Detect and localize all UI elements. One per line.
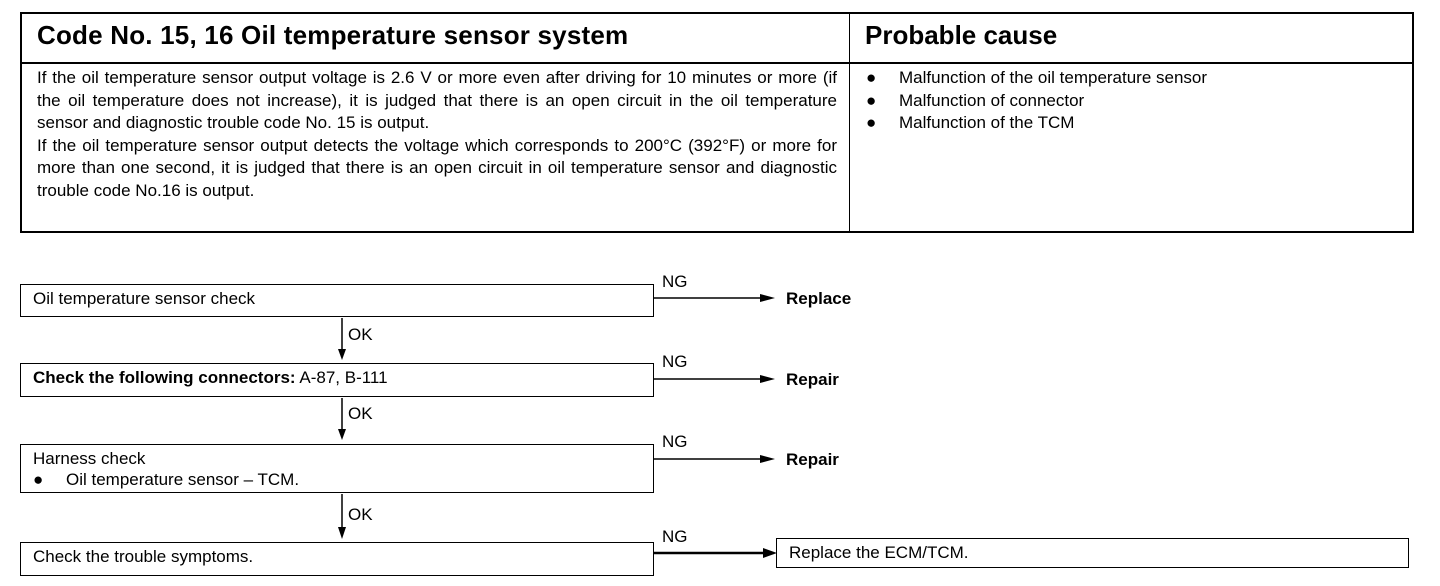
ok-label: OK <box>348 325 373 344</box>
ng-label: NG <box>662 432 688 451</box>
ok-label: OK <box>348 404 373 423</box>
cause-text: Malfunction of connector <box>899 90 1085 110</box>
bullet-icon: ● <box>866 113 877 133</box>
step-connector-check <box>20 363 654 397</box>
step-label-bold: Check the following connectors: <box>33 368 296 387</box>
bullet-icon: ● <box>866 68 877 87</box>
step-label: Replace the ECM/TCM. <box>789 543 969 562</box>
arrow-right-icon <box>763 548 777 558</box>
ng-label: NG <box>662 527 688 546</box>
step-oil-temp-sensor-check <box>20 284 654 317</box>
step-replace-ecm-tcm <box>776 538 1409 568</box>
ng-label: NG <box>662 272 688 291</box>
step-label: Oil temperature sensor check <box>33 289 256 308</box>
result-repair: Repair <box>786 370 839 389</box>
ok-label: OK <box>348 505 373 524</box>
step-label: Check the trouble symptoms. <box>33 547 254 566</box>
result-replace: Replace <box>786 289 852 308</box>
step-label: Harness check <box>33 449 146 468</box>
arrow-right-icon <box>760 455 775 463</box>
cause-text: Malfunction of the oil temperature sensor <box>899 68 1208 87</box>
step-harness-check <box>20 444 654 493</box>
arrow-down-icon <box>338 429 346 440</box>
arrow-right-icon <box>760 375 775 383</box>
arrow-down-icon <box>338 527 346 539</box>
harness-item <box>33 469 653 490</box>
probable-cause-heading: Probable cause <box>865 20 1058 50</box>
bullet-icon: ● <box>33 470 44 489</box>
result-repair: Repair <box>786 450 839 469</box>
description-paragraph-2: If the oil temperature sensor output detects the voltage which corresponds to 200°C (392°F) or more for more than one second, it is judged that there is an open circuit in oil temperature sensor and diagnostic trouble code No.16 is output. <box>37 135 837 200</box>
table-title: Code No. 15, 16 Oil temperature sensor system <box>37 20 629 50</box>
ng-label: NG <box>662 352 688 371</box>
bullet-icon: ● <box>866 90 877 110</box>
arrow-down-icon <box>338 349 346 360</box>
step-check-trouble-symptoms <box>20 542 654 576</box>
arrow-right-icon <box>760 294 775 302</box>
cause-text: Malfunction of the TCM <box>899 113 1075 133</box>
step-label-connectors: A-87, B-111 <box>295 368 388 387</box>
description-paragraph-1: If the oil temperature sensor output voltage is 2.6 V or more even after driving for 10 minutes or more (if the oil temperature does not increase), it is judged that there is an open circuit in the oil temperature sensor and diagnostic trouble code No. 15 is output. <box>37 68 837 133</box>
harness-item-text: Oil temperature sensor – TCM. <box>66 470 300 489</box>
